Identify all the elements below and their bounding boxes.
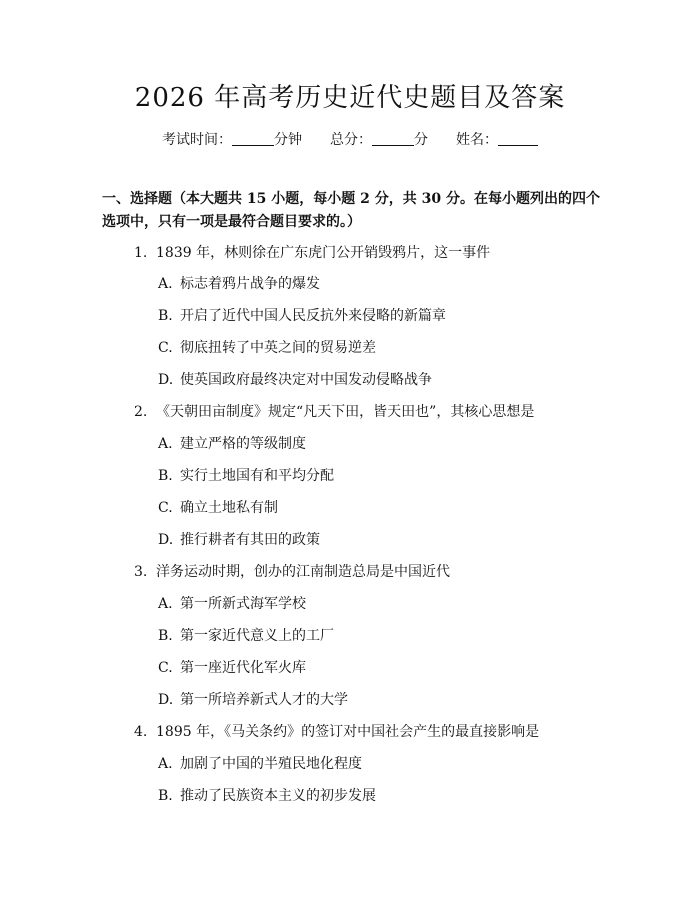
- question-text: 1895 年，《马关条约》的签订对中国社会产生的最直接影响是: [156, 724, 540, 740]
- time-blank: [232, 131, 274, 146]
- option-text: 使英国政府最终决定对中国发动侵略战争: [180, 372, 432, 388]
- question-number: 1.: [134, 245, 148, 261]
- question-text: 《天朝田亩制度》规定“凡天下田，皆天田也”，其核心思想是: [156, 404, 535, 420]
- exam-meta-line: [0, 129, 700, 151]
- option-letter: A.: [158, 436, 173, 452]
- option-text: 推行耕者有其田的政策: [180, 532, 320, 548]
- answer-option: [158, 369, 432, 391]
- option-text: 彻底扭转了中英之间的贸易逆差: [180, 340, 376, 356]
- option-text: 第一所培养新式人才的大学: [180, 692, 348, 708]
- option-text: 建立严格的等级制度: [180, 436, 306, 452]
- question-stem: [134, 242, 490, 264]
- question-stem: [134, 401, 534, 423]
- option-text: 标志着鸦片战争的爆发: [180, 276, 320, 292]
- option-letter: B.: [158, 788, 173, 804]
- option-letter: A.: [158, 276, 173, 292]
- answer-option: [158, 657, 306, 679]
- option-text: 推动了民族资本主义的初步发展: [180, 788, 376, 804]
- option-text: 实行土地国有和平均分配: [180, 468, 334, 484]
- question-number: 3.: [134, 564, 148, 580]
- option-text: 开启了近代中国人民反抗外来侵略的新篇章: [180, 308, 446, 324]
- answer-option: [158, 593, 306, 615]
- option-letter: A.: [158, 596, 173, 612]
- option-letter: C.: [158, 660, 173, 676]
- option-text: 第一家近代意义上的工厂: [180, 628, 334, 644]
- score-unit: 分: [414, 132, 428, 148]
- option-letter: C.: [158, 340, 173, 356]
- option-text: 第一所新式海军学校: [180, 596, 306, 612]
- name-label: 姓名：: [456, 132, 498, 148]
- answer-option: [158, 785, 376, 807]
- question-text: 1839 年，林则徐在广东虎门公开销毁鸦片，这一事件: [156, 245, 491, 261]
- answer-option: [158, 433, 306, 455]
- answer-option: [158, 497, 278, 519]
- page-title: 2026 年高考历史近代史题目及答案: [134, 83, 566, 113]
- time-label: 考试时间：: [162, 132, 232, 148]
- answer-option: [158, 753, 362, 775]
- answer-option: [158, 465, 334, 487]
- option-letter: D.: [158, 532, 174, 548]
- option-letter: D.: [158, 692, 174, 708]
- option-text: 加剧了中国的半殖民地化程度: [180, 756, 362, 772]
- answer-option: [158, 689, 348, 711]
- score-blank: [372, 131, 414, 146]
- option-letter: B.: [158, 308, 173, 324]
- question-number: 4.: [134, 724, 148, 740]
- option-letter: A.: [158, 756, 173, 772]
- answer-option: [158, 625, 334, 647]
- option-letter: B.: [158, 628, 173, 644]
- question-stem: [134, 561, 450, 583]
- answer-option: [158, 529, 320, 551]
- option-text: 第一座近代化军火库: [180, 660, 306, 676]
- answer-option: [158, 305, 446, 327]
- answer-option: [158, 337, 376, 359]
- question-number: 2.: [134, 404, 148, 420]
- question-stem: [134, 721, 539, 743]
- section-heading: 一、选择题（本大题共 15 小题，每小题 2 分，共 30 分。在每小题列出的四个选项中，只有一项是最符合题目要求的。）: [102, 191, 600, 230]
- time-unit: 分钟: [274, 132, 302, 148]
- name-blank: [498, 131, 538, 146]
- option-letter: C.: [158, 500, 173, 516]
- option-letter: B.: [158, 468, 173, 484]
- question-text: 洋务运动时期，创办的江南制造总局是中国近代: [156, 564, 450, 580]
- option-letter: D.: [158, 372, 174, 388]
- score-label: 总分：: [330, 132, 372, 148]
- answer-option: [158, 273, 320, 295]
- option-text: 确立土地私有制: [180, 500, 278, 516]
